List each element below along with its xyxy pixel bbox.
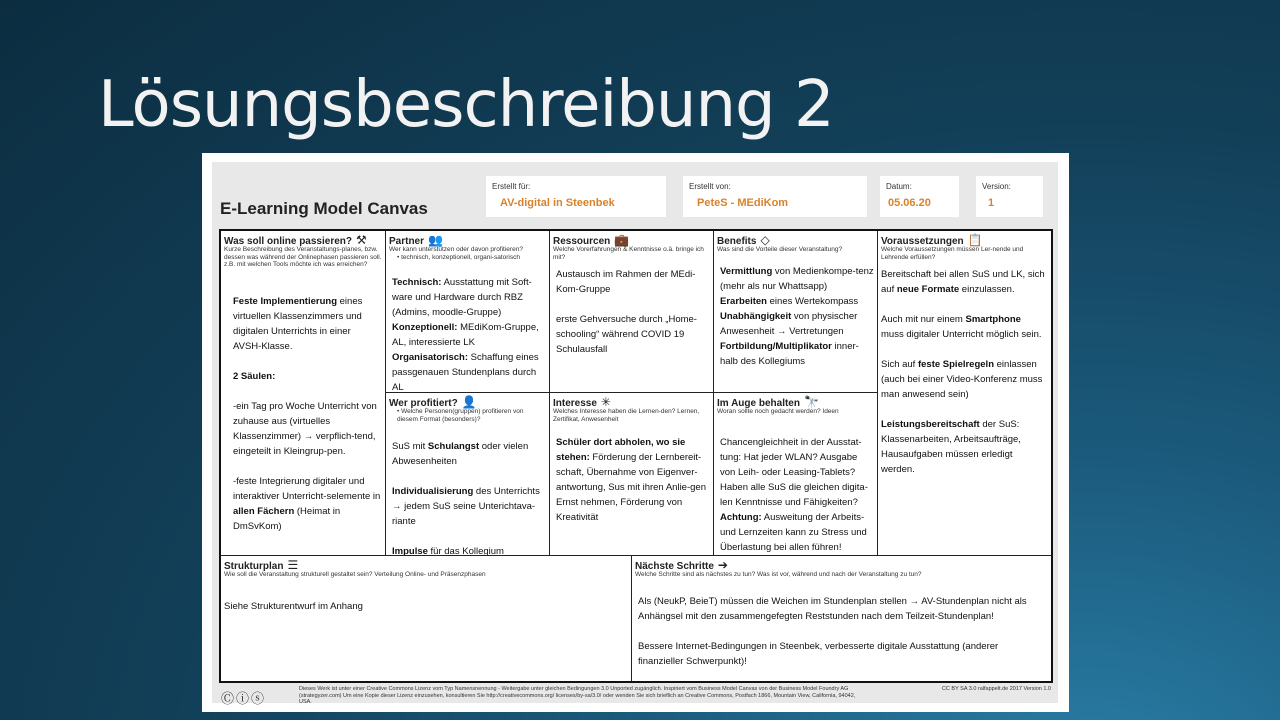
date-label: Datum: bbox=[886, 182, 912, 191]
cell-ressourcen-title: Ressourcen 💼 bbox=[553, 233, 630, 247]
target-icon: ✳ bbox=[600, 395, 611, 409]
cell-ressourcen bbox=[550, 231, 714, 393]
cell-auge-title: Im Auge behalten 🔭 bbox=[717, 395, 819, 409]
canvas-grid bbox=[219, 229, 1053, 683]
cell-interesse bbox=[550, 393, 714, 556]
cell-profitiert bbox=[386, 393, 550, 556]
cell-benefits-content: Vermittlung von Medienkompe-tenz (mehr als nur Whattsapp) Erarbeiten eines Wertekompass Unabhängigkeit von physischer Anwesenheit → Vertretungen Fortbildung/Multiplikator inner-halb des Kollegiums bbox=[720, 266, 874, 367]
cell-ressourcen-sub: Welche Vorerfahrungen & Kenntnisse o.ä. bringe ich mit? bbox=[553, 246, 704, 261]
cell-benefits bbox=[714, 231, 878, 393]
cell-interesse-title: Interesse ✳ bbox=[553, 395, 611, 409]
cell-naechste-title: Nächste Schritte ➔ bbox=[635, 558, 728, 572]
created-by-box bbox=[683, 176, 867, 217]
slide-title: Lösungsbeschreibung 2 bbox=[98, 68, 834, 142]
date-box bbox=[880, 176, 959, 217]
person-icon: 👤 bbox=[461, 395, 477, 409]
people-icon: 👥 bbox=[428, 233, 443, 247]
cell-profitiert-title: Wer profitiert? 👤 bbox=[389, 395, 477, 409]
cell-interesse-sub: Welches Interesse haben die Lernen-den? Lernen, Zertifikat, Anwesenheit bbox=[553, 408, 700, 423]
cell-naechste-content: Als (NeukP, BeieT) müssen die Weichen im Stundenplan stellen → AV-Stundenplan nicht als Anhängsel mit den zusammengefegten Reststunden nach dem Teilzeit-Stundenplan! Bessere Internet-Bedingungen in Steenbek, verbesserte digitale Ausstattung (anderer finanzieller Schwerpunkt)! bbox=[638, 596, 1027, 667]
cell-profitiert-sub: • Welche Personen(gruppen) profitieren von diesem Format (besonders)? bbox=[397, 408, 524, 423]
cell-voraussetzungen-content: Bereitschaft bei allen SuS und LK, sich auf neue Formate einzulassen. Auch mit nur einem Smartphone muss digitaler Unterricht möglich sein. Sich auf feste Spielregeln einlassen (auch bei einer Video-Konferenz muss man anwesend sein) Leistungsbereitschaft der SuS: Klassenarbeiten, Arbeitsaufträge, Hausaufgaben müssen erledigt werden. bbox=[881, 269, 1045, 475]
date-value: 05.06.20 bbox=[888, 197, 931, 209]
cc-license-icons: Ⓒⓘⓢ bbox=[221, 691, 267, 706]
cell-struktur-sub: Wie soll die Veranstaltung strukturell gestaltet sein? Verteilung Online- und Präsenzphasen bbox=[224, 571, 486, 578]
cell-online-title: Was soll online passieren? ⚒ bbox=[224, 233, 367, 247]
cell-auge bbox=[714, 393, 878, 556]
footer-credits: CC BY SA 3.0 ralfappelt.de 2017 Version 1.0 bbox=[941, 686, 1051, 692]
clipboard-icon: 📋 bbox=[967, 233, 983, 247]
cell-voraussetzungen-sub: Welche Voraussetzungen müssen Ler-nende und Lehrende erfüllen? bbox=[881, 246, 1024, 261]
canvas-title: E-Learning Model Canvas bbox=[220, 199, 428, 218]
created-by-label: Erstellt von: bbox=[689, 182, 731, 191]
cell-struktur-title: Strukturplan ☰ bbox=[224, 558, 299, 572]
version-box bbox=[976, 176, 1043, 217]
cell-benefits-title: Benefits ◇ bbox=[717, 233, 770, 247]
cell-naechste-sub: Welche Schritte sind als nächstes zu tun? Was ist vor, während und nach der Veranstaltung zu tun? bbox=[635, 571, 922, 578]
cell-benefits-sub: Was sind die Vorteile dieser Veranstaltung? bbox=[717, 246, 843, 253]
cell-partner-title: Partner 👥 bbox=[389, 233, 443, 247]
cell-ressourcen-content: Austausch im Rahmen der MEdi-Kom-Gruppe erste Gehversuche durch „Home-schooling“ während COVID 19 Schulausfall bbox=[556, 269, 697, 355]
cell-partner-content: Technisch: Ausstattung mit Soft-ware und Hardware durch RBZ (Admins, moodle-Gruppe) Konzeptionell: MEdiKom-Gruppe, AL, interessierte LK Organisatorisch: Schaffung eines passgenauen Stundenplans durch AL bbox=[392, 277, 539, 393]
cell-partner bbox=[386, 231, 550, 393]
cell-auge-content: Chancengleichheit in der Ausstat-tung: Hat jeder WLAN? Ausgabe von Leih- oder Leasing-Tablets? Haben alle SuS die gleichen digita-len Kenntnisse und Fähigkeiten? Achtung: Ausweitung der Arbeits- und Lernzeiten kann zu Stress und Überlastung bei allen führen! bbox=[720, 437, 868, 553]
cell-profitiert-content: SuS mit Schulangst oder vielen Abwesenheiten Individualisierung des Unterrichts → jedem SuS seine Unterichtava-riante Impulse für das Kollegium bbox=[392, 441, 540, 556]
tools-icon: ⚒ bbox=[356, 233, 367, 247]
cell-struktur-content: Siehe Strukturentwurf im Anhang bbox=[224, 601, 363, 612]
created-for-value: AV-digital in Steenbek bbox=[500, 197, 615, 209]
created-for-label: Erstellt für: bbox=[492, 182, 531, 191]
briefcase-icon: 💼 bbox=[614, 233, 630, 247]
cell-interesse-content: Schüler dort abholen, wo sie stehen: Förderung der Lernbereit-schaft, Übernahme von Eigenver-antwortung, Sus mit ihren Anlie-gen Ernst nehmen, Förderung von Kreativität bbox=[556, 437, 706, 523]
structure-icon: ☰ bbox=[287, 558, 299, 572]
cell-struktur bbox=[221, 556, 632, 681]
version-value: 1 bbox=[988, 197, 995, 209]
created-by-value: PeteS - MEdiKom bbox=[697, 197, 789, 209]
diamond-icon: ◇ bbox=[760, 233, 770, 247]
created-for-box bbox=[486, 176, 666, 217]
cell-partner-sub: Wer kann unterstützen oder davon profitieren? • technisch, konzeptionell, organi-satorisch bbox=[389, 246, 523, 261]
cell-auge-sub: Woran sollte noch gedacht werden? Ideen bbox=[717, 408, 839, 415]
cell-online bbox=[221, 231, 386, 556]
cell-naechste bbox=[632, 556, 1051, 681]
cell-online-content: Feste Implementierung eines virtuellen Klassenzimmers und digitalen Unterrichts in einer AVSH-Klasse. 2 Säulen: -ein Tag pro Woche Unterricht von zuhause aus (virtuelles Klassenzimmer) → verpflich-tend, eingeteilt in Kleingrup-pen. -feste Integrierung digitaler und interaktiver Unterricht-selemente in allen Fächern (Heimat in DmSvKom) bbox=[233, 296, 381, 532]
canvas-image bbox=[202, 153, 1069, 712]
canvas-board bbox=[212, 162, 1058, 706]
cell-online-sub: Kurze Beschreibung des Veranstaltungs-planes, bzw. dessen was während der Onlinephasen passieren soll. z.B. mit welchen Tools möchte ich was erreichen? bbox=[224, 246, 382, 268]
license-text: Dieses Werk ist unter einer Creative Commons Lizenz vom Typ Namensnennung - Weitergabe unter gleichen Bedingungen 3.0 Unported zugänglich. Inspiriert vom Business Model Canvas von der Business Model Foundry AG (strategyzer.com) Um eine Kopie dieser Lizenz einzusehen, konsultieren Sie http://creativecommons.org/ licenses/by-sa/3.0/ oder wenden Sie sich brieflich an Creative Commons, Postfach 1866, Mountain View, California, 94042, USA. bbox=[299, 686, 856, 705]
binoculars-icon: 🔭 bbox=[803, 395, 819, 409]
cell-voraussetzungen bbox=[878, 231, 1051, 556]
cell-voraussetzungen-title: Voraussetzungen 📋 bbox=[881, 233, 983, 247]
arrow-circle-icon: ➔ bbox=[717, 558, 728, 572]
canvas-footer bbox=[219, 686, 1053, 706]
version-label: Version: bbox=[982, 182, 1011, 191]
